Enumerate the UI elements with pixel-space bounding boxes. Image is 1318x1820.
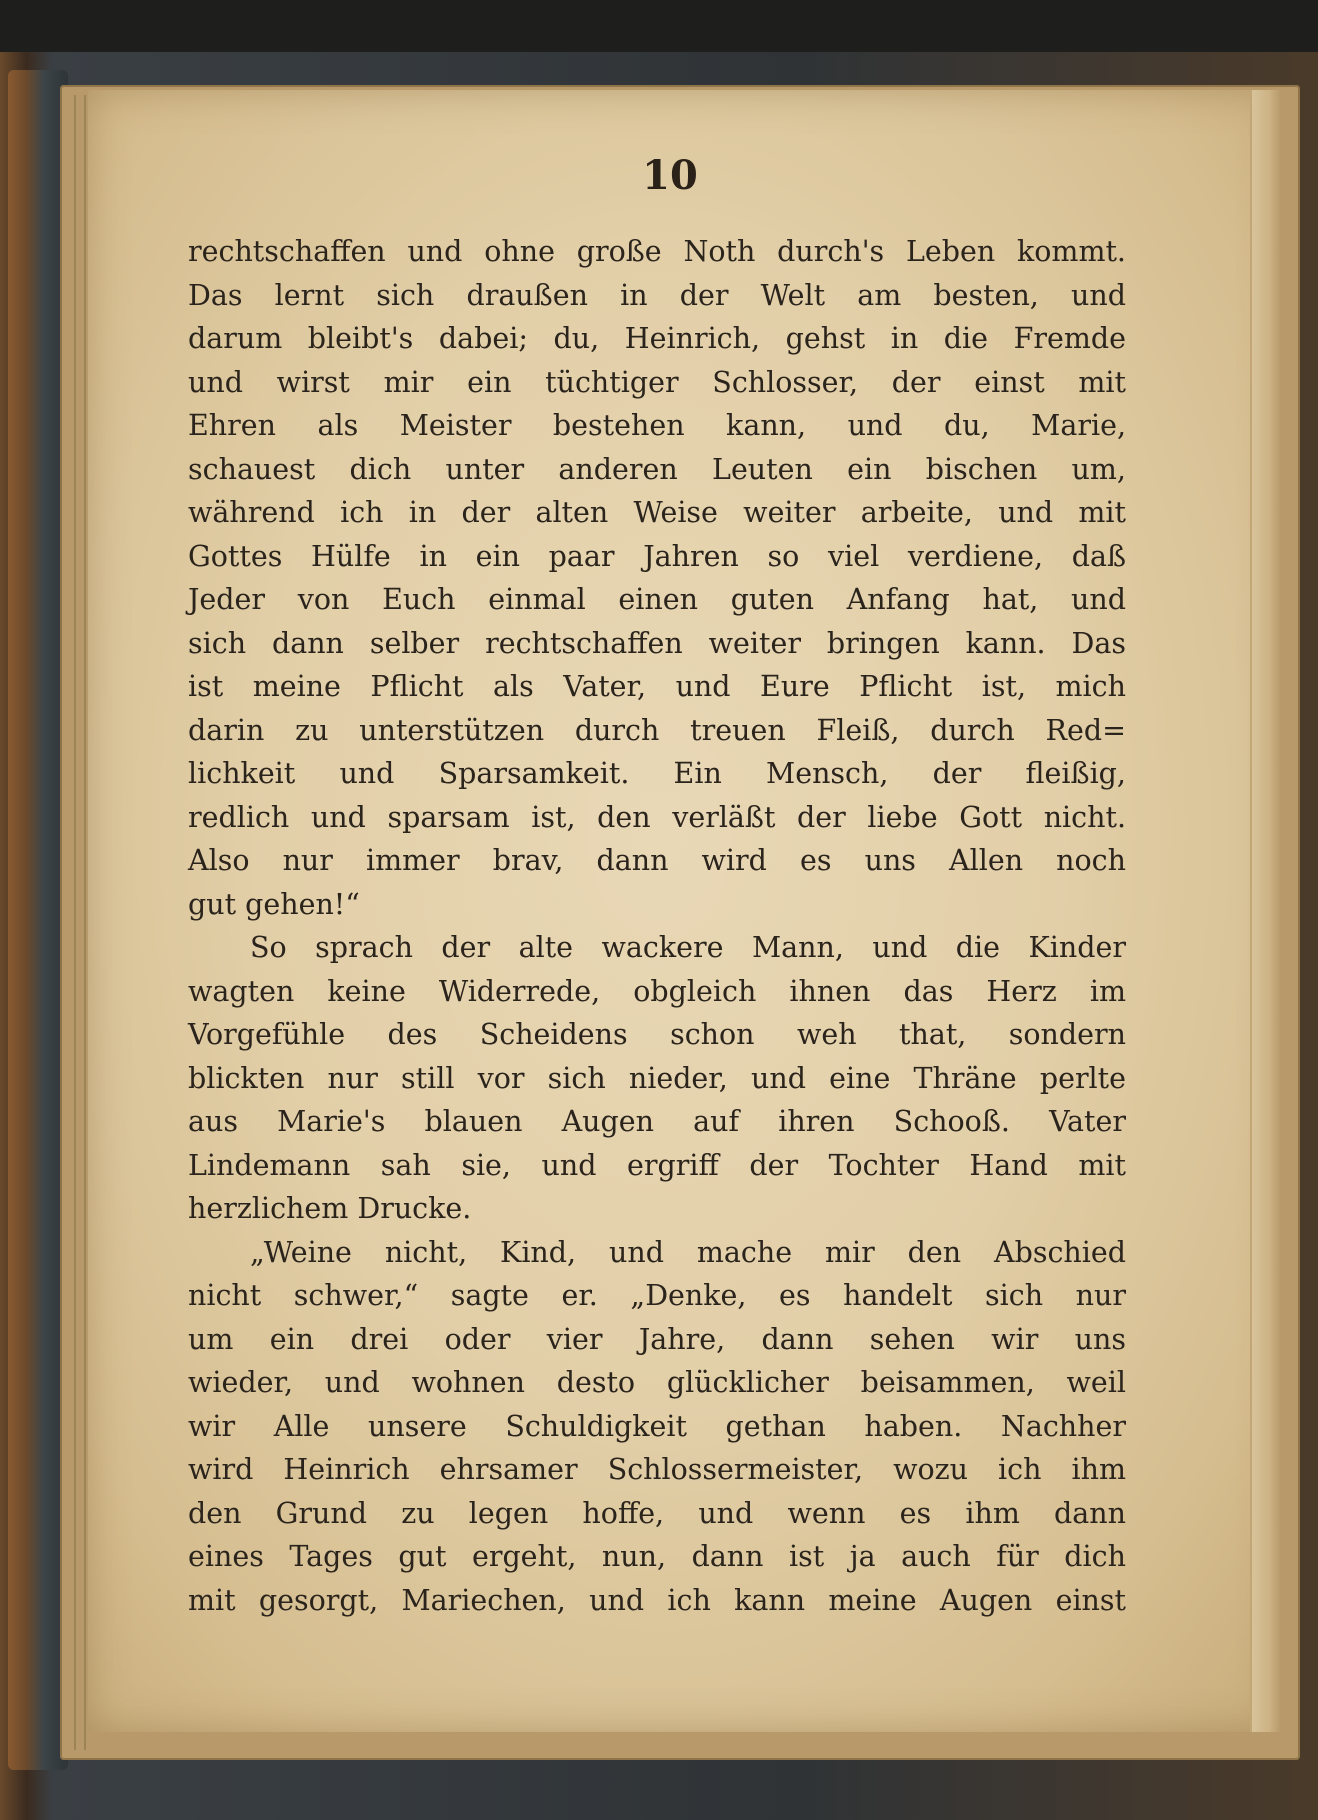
text-line: wir Alle unsere Schuldigkeit gethan haben. Nachher <box>188 1409 1126 1443</box>
text-line: wagten keine Widerrede, obgleich ihnen das Herz im <box>188 974 1126 1008</box>
text-line: redlich und sparsam ist, den verläßt der liebe Gott nicht. <box>188 800 1126 834</box>
text-line: „Weine nicht, Kind, und mache mir den Abschied <box>250 1235 1126 1269</box>
text-line: wird Heinrich ehrsamer Schlossermeister, wozu ich ihm <box>188 1453 1126 1486</box>
text-line: herzlichem Drucke. <box>188 1192 472 1225</box>
facing-page-edge <box>1250 90 1280 1732</box>
text-line: Gottes Hülfe in ein paar Jahren so viel verdiene, daß <box>188 539 1126 573</box>
text-line: ist meine Pflicht als Vater, und Eure Pflicht ist, mich <box>188 670 1126 703</box>
text-line: den Grund zu legen hoffe, und wenn es ihm dann <box>188 1496 1126 1530</box>
text-line: darum bleibt's dabei; du, Heinrich, gehst in die Fremde <box>188 322 1126 355</box>
page-number: 10 <box>642 152 698 199</box>
text-line: Das lernt sich draußen in der Welt am besten, und <box>188 278 1126 312</box>
text-line: So sprach der alte wackere Mann, und die Kinder <box>250 931 1126 964</box>
text-line: sich dann selber rechtschaffen weiter bringen kann. Das <box>188 626 1126 660</box>
text-line: Jeder von Euch einmal einen guten Anfang hat, und <box>188 583 1126 616</box>
text-line: Ehren als Meister bestehen kann, und du, Marie, <box>188 409 1126 442</box>
text-line: aus Marie's blauen Augen auf ihren Schooß. Vater <box>188 1105 1126 1138</box>
text-line: um ein drei oder vier Jahre, dann sehen wir uns <box>188 1322 1126 1356</box>
book-spine-edge <box>8 70 68 1770</box>
text-line: wieder, und wohnen desto glücklicher beisammen, weil <box>188 1366 1126 1399</box>
text-line: darin zu unterstützen durch treuen Fleiß, durch Red= <box>188 713 1126 747</box>
text-line: rechtschaffen und ohne große Noth durch's Leben kommt. <box>188 235 1126 268</box>
text-line: Lindemann sah sie, und ergriff der Tochter Hand mit <box>188 1148 1126 1182</box>
text-line: mit gesorgt, Mariechen, und ich kann meine Augen einst <box>188 1583 1126 1617</box>
text-line: blickten nur still vor sich nieder, und eine Thräne perlte <box>188 1061 1126 1095</box>
body-text <box>188 230 1126 1622</box>
text-line: Vorgefühle des Scheidens schon weh that, sondern <box>188 1018 1126 1051</box>
text-line: Also nur immer brav, dann wird es uns Allen noch <box>188 844 1126 877</box>
text-line: gut gehen!“ <box>188 887 360 921</box>
text-line: und wirst mir ein tüchtiger Schlosser, der einst mit <box>188 365 1126 399</box>
text-line: nicht schwer,“ sagte er. „Denke, es handelt sich nur <box>188 1279 1126 1312</box>
text-line: während ich in der alten Weise weiter arbeite, und mit <box>188 496 1126 529</box>
text-line: lichkeit und Sparsamkeit. Ein Mensch, der fleißig, <box>188 757 1126 790</box>
text-line: eines Tages gut ergeht, nun, dann ist ja auch für dich <box>188 1540 1126 1573</box>
text-line: schauest dich unter anderen Leuten ein bischen um, <box>188 452 1126 486</box>
book-page <box>88 90 1280 1732</box>
